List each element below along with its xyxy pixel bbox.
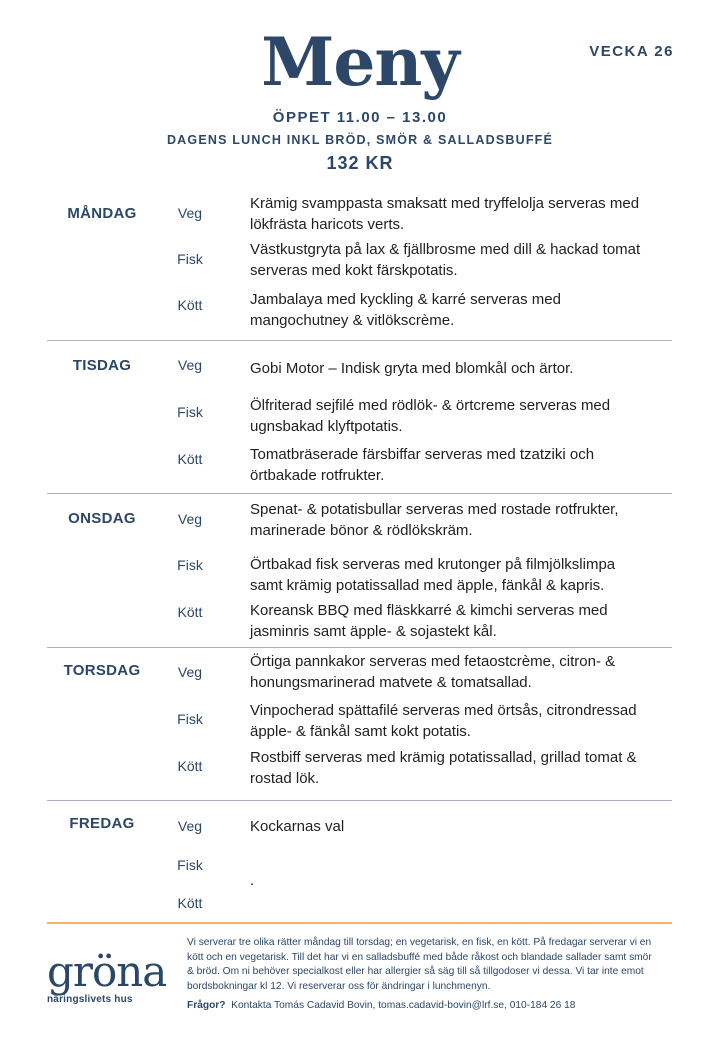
contact-text: Kontakta Tomás Cadavid Bovin, tomas.cadavid-bovin@lrf.se, 010-184 26 18 bbox=[231, 1000, 576, 1011]
day-name: FREDAG bbox=[69, 815, 135, 832]
contact-label: Frågor? bbox=[187, 1000, 226, 1011]
dish-description: Gobi Motor – Indisk gryta med blomkål och ärtor. bbox=[250, 360, 574, 377]
category-label: Veg bbox=[177, 818, 203, 834]
day-divider bbox=[47, 340, 672, 341]
category-label: Fisk bbox=[177, 557, 203, 573]
category-label: Veg bbox=[177, 511, 203, 527]
category-label: Veg bbox=[177, 664, 203, 680]
dish-description: Jambalaya med kyckling & karré serveras med mangochutney & vitlökscrème. bbox=[250, 291, 561, 329]
opening-hours: ÖPPET 11.00 – 13.00 bbox=[272, 109, 448, 126]
week-label: VECKA 26 bbox=[589, 43, 674, 60]
dish-description: Rostbiff serveras med krämig potatissallad, grillad tomat & rostad lök. bbox=[250, 749, 637, 787]
category-label: Kött bbox=[177, 604, 203, 620]
lunch-note: DAGENS LUNCH INKL BRÖD, SMÖR & SALLADSBUFFÉ bbox=[166, 133, 554, 147]
dish-description: . bbox=[250, 872, 255, 889]
footer-contact bbox=[187, 1000, 659, 1011]
dish-description: Krämig svamppasta smaksatt med tryffelolja serveras med lökfrästa haricots verts. bbox=[250, 195, 640, 233]
category-label: Kött bbox=[177, 297, 203, 313]
day-divider bbox=[47, 800, 672, 801]
dish-description: Ölfriterad sejfilé med rödlök- & örtcreme serveras med ugnsbakad klyftpotatis. bbox=[250, 397, 611, 435]
price: 132 KR bbox=[326, 153, 394, 173]
day-name: MÅNDAG bbox=[67, 205, 137, 222]
dish-description: Vinpocherad spättafilé serveras med örtsås, citrondressad äpple- & fänkål samt kokt potatis. bbox=[250, 702, 637, 740]
category-label: Kött bbox=[177, 895, 203, 911]
menu-title: Meny bbox=[261, 23, 459, 101]
logo-word: gröna bbox=[47, 947, 167, 996]
category-label: Kött bbox=[177, 758, 203, 774]
category-label: Fisk bbox=[177, 404, 203, 420]
category-label: Fisk bbox=[177, 251, 203, 267]
logo-subtitle: näringslivets hus bbox=[47, 994, 133, 1005]
dish-description: Koreansk BBQ med fläskkarré & kimchi serveras med jasminris samt äpple- & sojastekt kål. bbox=[250, 602, 608, 640]
day-divider bbox=[47, 493, 672, 494]
category-label: Veg bbox=[177, 357, 203, 373]
dish-description: Kockarnas val bbox=[250, 818, 345, 835]
dish-description: Tomatbräserade färsbiffar serveras med tzatziki och örtbakade rotfrukter. bbox=[250, 446, 595, 484]
category-label: Veg bbox=[177, 205, 203, 221]
category-label: Fisk bbox=[177, 857, 203, 873]
day-name: ONSDAG bbox=[68, 510, 136, 527]
dish-description: Västkustgryta på lax & fjällbrosme med dill & hackad tomat serveras med kokt färskpotatis. bbox=[250, 241, 641, 279]
day-name: TORSDAG bbox=[63, 662, 141, 679]
footer-divider bbox=[47, 922, 672, 924]
day-divider bbox=[47, 647, 672, 648]
grona-logo bbox=[47, 947, 167, 1005]
category-label: Kött bbox=[177, 451, 203, 467]
dish-description: Örtbakad fisk serveras med krutonger på filmjölkslimpa samt krämig potatissallad med äpple, fänkål & kapris. bbox=[250, 556, 616, 594]
dish-description: Örtiga pannkakor serveras med fetaostcrème, citron- & honungsmarinerad matvete & tomatsallad. bbox=[250, 653, 616, 691]
dish-description: Spenat- & potatisbullar serveras med rostade rotfrukter, marinerade bönor & rödlökskräm. bbox=[250, 501, 619, 539]
footer-info: Vi serverar tre olika rätter måndag till torsdag; en vegetarisk, en fisk, en kött. På fredagar serverar vi en kött och en vegetarisk. Till det har vi en salladsbuffé med både råkost och blandade sallader samt smör & bröd. Om ni behöver specialkost eller har allergier så säg till så tillgodoser vi dessa. Vi tar inte emot bordsbokningar kl 12. Vi reserverar oss för ändringar i lunchmenyn. bbox=[187, 937, 652, 992]
category-label: Fisk bbox=[177, 711, 203, 727]
day-name: TISDAG bbox=[72, 357, 132, 374]
